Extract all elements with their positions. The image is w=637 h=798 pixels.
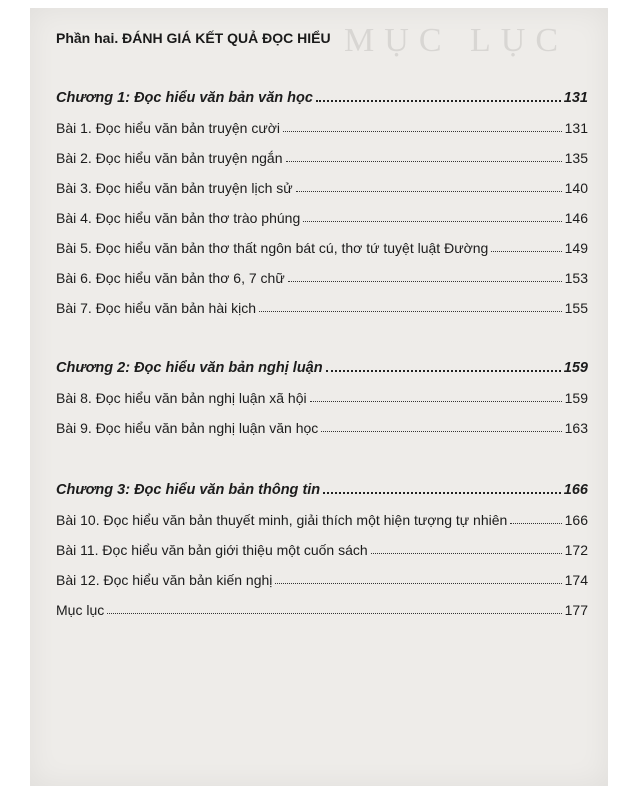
toc-page-number: 153 <box>564 270 588 286</box>
dot-leader <box>491 251 561 252</box>
toc-entry-title: Bài 4. Đọc hiểu văn bản thơ trào phúng <box>56 210 301 226</box>
toc-lesson-entry <box>56 512 588 528</box>
dot-leader <box>288 281 562 282</box>
dot-leader <box>316 100 561 102</box>
toc-page-number: 159 <box>563 360 588 376</box>
toc-chapter-entry <box>56 482 588 498</box>
dot-leader <box>286 161 562 162</box>
toc-page-number: 177 <box>564 602 588 618</box>
part-heading: Phần hai. ĐÁNH GIÁ KẾT QUẢ ĐỌC HIỂU <box>56 30 331 46</box>
toc-entry-title: Bài 7. Đọc hiểu văn bản hài kịch <box>56 300 257 316</box>
dot-leader <box>107 613 561 614</box>
dot-leader <box>275 583 561 584</box>
toc-lesson-entry <box>56 602 588 618</box>
dot-leader <box>296 191 562 192</box>
dot-leader <box>321 431 561 432</box>
toc-entry-title: Bài 1. Đọc hiểu văn bản truyện cười <box>56 120 281 136</box>
toc-entry-title: Chương 2: Đọc hiểu văn bản nghị luận <box>56 360 323 376</box>
toc-page-number: 166 <box>563 482 588 498</box>
toc-page-number: 163 <box>564 420 588 436</box>
dot-leader <box>310 401 562 402</box>
toc-lesson-entry <box>56 150 588 166</box>
toc-entry-title: Bài 10. Đọc hiểu văn bản thuyết minh, giải thích một hiện tượng tự nhiên <box>56 512 508 528</box>
dot-leader <box>283 131 562 132</box>
toc-page-number: 155 <box>564 300 588 316</box>
toc-lesson-entry <box>56 180 588 196</box>
dot-leader <box>326 370 561 372</box>
toc-page-number: 131 <box>563 90 588 106</box>
toc-lesson-entry <box>56 572 588 588</box>
toc-entry-title: Bài 5. Đọc hiểu văn bản thơ thất ngôn bát cú, thơ tứ tuyệt luật Đường <box>56 240 489 256</box>
toc-page-number: 172 <box>564 542 588 558</box>
toc-page-number: 149 <box>564 240 588 256</box>
toc-lesson-entry <box>56 420 588 436</box>
toc-lesson-entry <box>56 270 588 286</box>
toc-lesson-entry <box>56 120 588 136</box>
toc-page-number: 166 <box>564 512 588 528</box>
toc-entry-title: Bài 3. Đọc hiểu văn bản truyện lịch sử <box>56 180 293 196</box>
toc-lesson-entry <box>56 300 588 316</box>
toc-entry-title: Bài 2. Đọc hiểu văn bản truyện ngắn <box>56 150 283 166</box>
toc-page-number: 131 <box>564 120 588 136</box>
toc-page-number: 159 <box>564 390 588 406</box>
toc-entry-title: Chương 3: Đọc hiểu văn bản thông tin <box>56 482 321 498</box>
toc-chapter-entry <box>56 360 588 376</box>
show-through-watermark: MỤC LỤC <box>344 22 568 59</box>
dot-leader <box>323 492 561 494</box>
toc-page-number: 146 <box>564 210 588 226</box>
dot-leader <box>259 311 562 312</box>
toc-entry-title: Chương 1: Đọc hiểu văn bản văn học <box>56 90 313 106</box>
book-page <box>30 8 608 786</box>
toc-entry-title: Mục lục <box>56 602 105 618</box>
toc-lesson-entry <box>56 542 588 558</box>
toc-lesson-entry <box>56 210 588 226</box>
dot-leader <box>510 523 561 524</box>
dot-leader <box>303 221 561 222</box>
toc-entry-title: Bài 8. Đọc hiểu văn bản nghị luận xã hội <box>56 390 307 406</box>
toc-chapter-entry <box>56 90 588 106</box>
dot-leader <box>371 553 562 554</box>
toc-entry-title: Bài 12. Đọc hiểu văn bản kiến nghị <box>56 572 273 588</box>
toc-entry-title: Bài 9. Đọc hiểu văn bản nghị luận văn học <box>56 420 319 436</box>
toc-entry-title: Bài 11. Đọc hiểu văn bản giới thiệu một cuốn sách <box>56 542 368 558</box>
toc-page-number: 135 <box>564 150 588 166</box>
toc-lesson-entry <box>56 240 588 256</box>
toc-lesson-entry <box>56 390 588 406</box>
toc-entry-title: Bài 6. Đọc hiểu văn bản thơ 6, 7 chữ <box>56 270 285 286</box>
toc-page-number: 140 <box>564 180 588 196</box>
toc-page-number: 174 <box>564 572 588 588</box>
